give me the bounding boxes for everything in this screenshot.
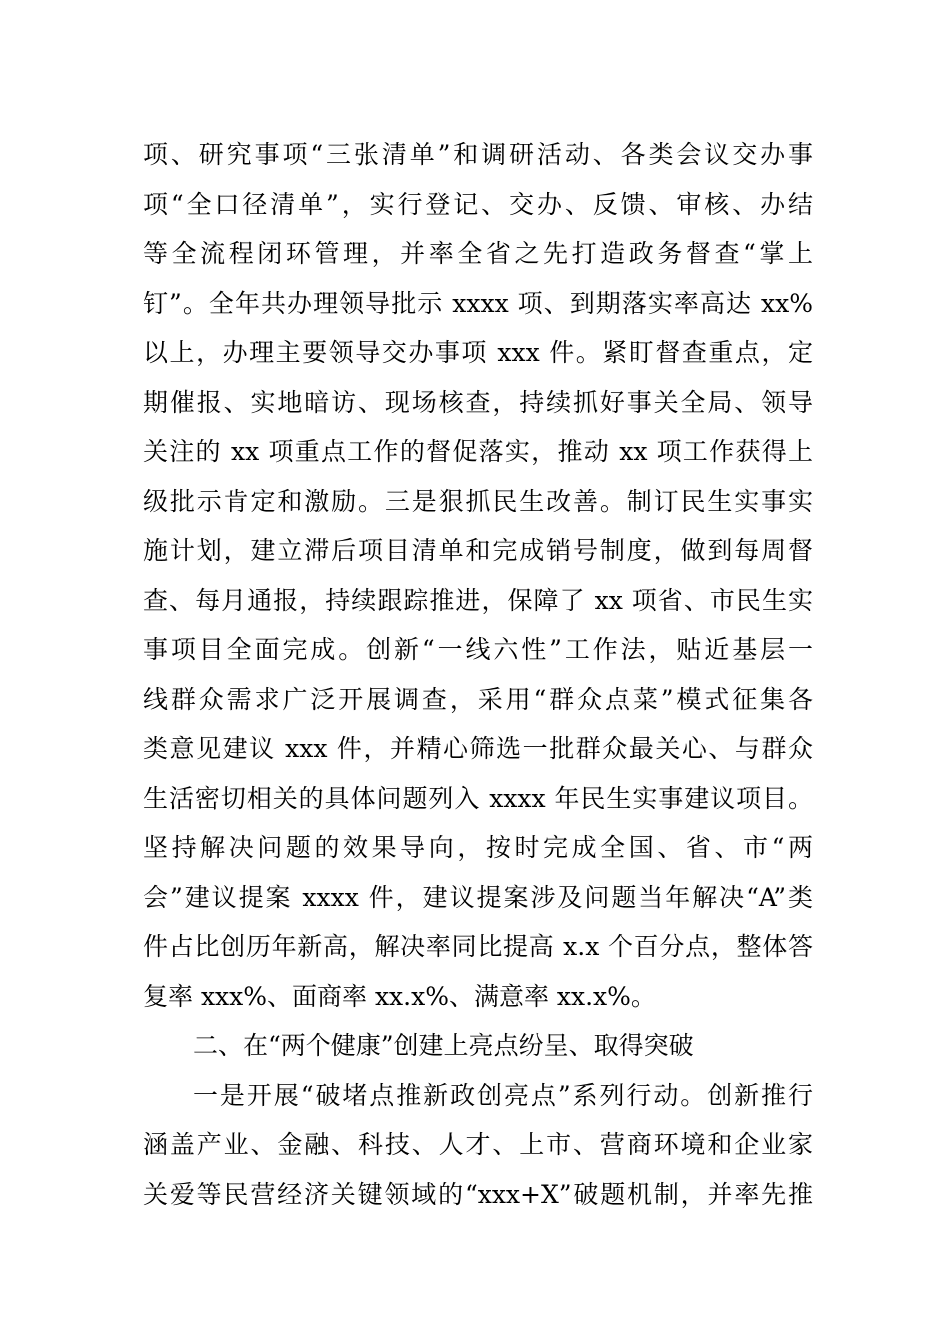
text-line: 件占比创历年新高，解决率同比提高 x.x 个百分点，整体答 (143, 932, 813, 961)
document-body (143, 130, 813, 1219)
text-line: 生活密切相关的具体问题列入 xxxx 年民生实事建议项目。 (143, 783, 813, 813)
text-line: 项、研究事项“三张清单”和调研活动、各类会议交办事 (143, 140, 813, 169)
text-line: 以上，办理主要领导交办事项 xxx 件。紧盯督查重点，定 (143, 338, 813, 367)
text-line: 施计划，建立滞后项目清单和完成销号制度，做到每周督 (143, 536, 813, 565)
text-line: 会”建议提案 xxxx 件，建议提案涉及问题当年解决“A”类 (143, 882, 813, 912)
text-line: 一是开展“破堵点推新政创亮点”系列行动。创新推行 (193, 1080, 813, 1110)
text-line: 级批示肯定和激励。三是狠抓民生改善。制订民生实事实 (143, 486, 813, 516)
text-line: 关注的 xx 项重点工作的督促落实，推动 xx 项工作获得上 (143, 437, 813, 466)
text-line: 事项目全面完成。创新“一线六性”工作法，贴近基层一 (143, 635, 813, 664)
text-line: 等全流程闭环管理，并率全省之先打造政务督查“掌上 (143, 239, 813, 268)
text-line: 期催报、实地暗访、现场核查，持续抓好事关全局、领导 (143, 387, 813, 417)
text-line: 坚持解决问题的效果导向，按时完成全国、省、市“两 (143, 833, 813, 862)
text-line: 类意见建议 xxx 件，并精心筛选一批群众最关心、与群众 (143, 734, 813, 763)
section-heading: 二、在“两个健康”创建上亮点纷呈、取得突破 (193, 1031, 694, 1060)
text-line: 查、每月通报，持续跟踪推进，保障了 xx 项省、市民生实 (143, 585, 813, 615)
text-line: 涵盖产业、金融、科技、人才、上市、营商环境和企业家 (143, 1130, 813, 1159)
text-line: 关爱等民营经济关键领域的“xxx+X”破题机制，并率先推 (143, 1179, 813, 1209)
text-line: 复率 xxx%、面商率 xx.x%、满意率 xx.x%。 (143, 981, 656, 1011)
text-line: 钉”。全年共办理领导批示 xxxx 项、到期落实率高达 xx% (143, 288, 813, 318)
text-line: 线群众需求广泛开展调查，采用“群众点菜”模式征集各 (143, 684, 813, 714)
text-line: 项“全口径清单”，实行登记、交办、反馈、审核、办结 (143, 189, 813, 219)
